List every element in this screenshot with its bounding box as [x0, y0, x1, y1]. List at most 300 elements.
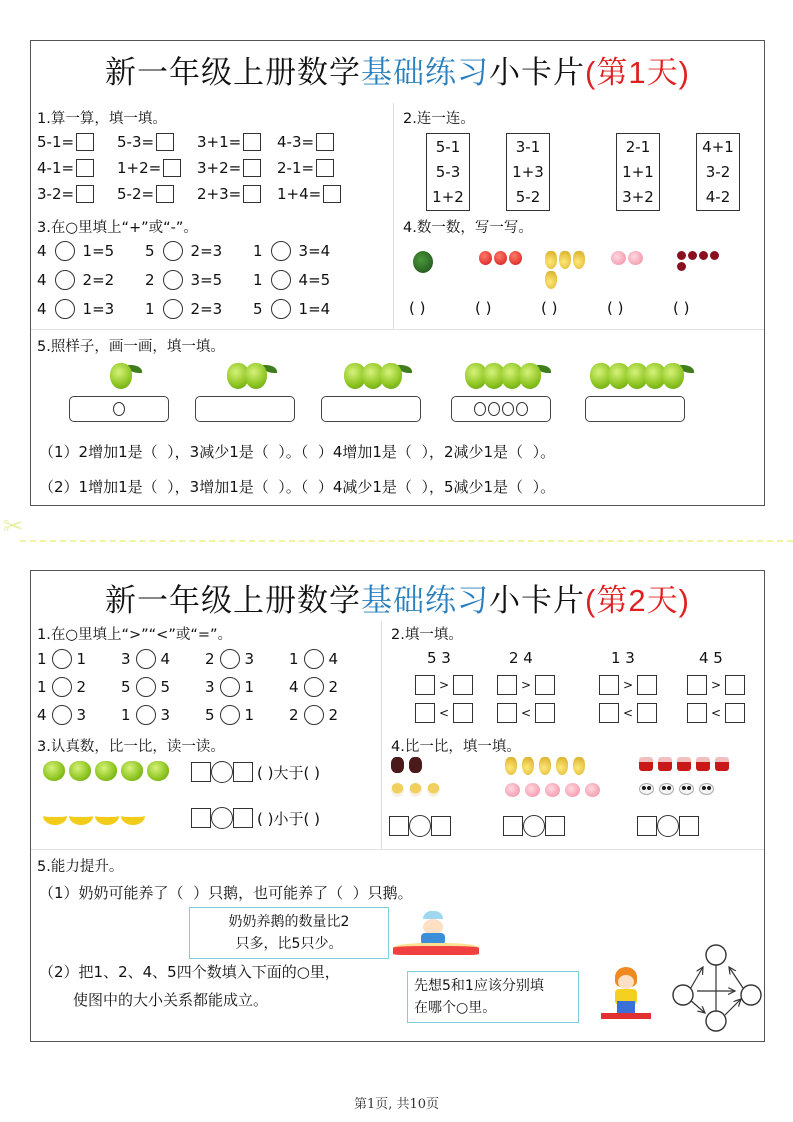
left-number: 1: [121, 706, 131, 724]
fill-box[interactable]: [233, 762, 253, 782]
cherry-icon: [688, 251, 697, 260]
compare-item: [205, 677, 254, 697]
equation: [37, 159, 94, 177]
count-blank[interactable]: ( ): [673, 299, 690, 317]
q5-heading: 5.照样子，画一画，填一填。: [37, 339, 225, 355]
operator-circle[interactable]: [55, 270, 75, 290]
chick-icon: [427, 783, 440, 797]
page-footer: 第1页, 共10页: [353, 1097, 440, 1112]
q2-heading: 2.连一连。: [403, 111, 475, 127]
compare-box-row: [687, 703, 745, 723]
fill-circle[interactable]: [409, 815, 431, 837]
drawn-circle: [502, 402, 514, 416]
fill-box[interactable]: [503, 816, 523, 836]
compare-item: [205, 705, 254, 725]
title-text-2: 小卡片: [489, 583, 586, 618]
diagram-circle-left[interactable]: [673, 985, 693, 1005]
equation-text: 2-1=: [277, 159, 315, 177]
peach-icon: [628, 251, 643, 265]
hint-bubble-2: [407, 971, 579, 1023]
operand: 1: [145, 300, 155, 318]
right-number: 5: [160, 678, 171, 696]
compare-fill: [637, 815, 699, 837]
compare-sign: >: [711, 678, 722, 692]
operator-equation: [145, 241, 222, 261]
panda-icon: [659, 783, 674, 795]
operator-equation: [145, 270, 222, 290]
green-apple-icon: [95, 761, 117, 781]
answer-box[interactable]: [156, 185, 174, 203]
compare-circle[interactable]: [136, 677, 156, 697]
compare-circle[interactable]: [220, 649, 240, 669]
compare-fill: [503, 815, 565, 837]
compare-circle[interactable]: [52, 705, 72, 725]
left-number: 4: [37, 706, 47, 724]
answer-box[interactable]: [243, 159, 261, 177]
fill-box[interactable]: [599, 675, 619, 695]
compare-box-row: [599, 675, 657, 695]
left-number: 1: [37, 678, 47, 696]
fill-box[interactable]: [725, 675, 745, 695]
q5-fill-line-1[interactable]: （1）2增加1是（ ），3减少1是（ ）。（ ）4增加1是（ ），2减少1是（ ）。: [39, 443, 556, 461]
fill-box[interactable]: [453, 703, 473, 723]
equation-text: 4-3=: [277, 133, 315, 151]
left-number: 1: [289, 650, 299, 668]
operand: 1: [253, 271, 263, 289]
right-number: 1: [244, 678, 255, 696]
drawing-box[interactable]: [69, 396, 169, 422]
pear-icon: [573, 757, 585, 775]
equation: [277, 133, 334, 151]
peach-icon: [505, 783, 520, 797]
fill-circle[interactable]: [523, 815, 545, 837]
compare-circle[interactable]: [136, 705, 156, 725]
operator-equation: [37, 241, 114, 261]
apple-row: [43, 761, 169, 781]
fruit-group-cherry: [677, 251, 727, 271]
fill-circle[interactable]: [211, 761, 233, 783]
q5-part2-line2: 使图中的大小关系都能成立。: [73, 991, 269, 1009]
left-number: 3: [205, 678, 215, 696]
count-blank[interactable]: ( ): [607, 299, 624, 317]
cherry-icon: [677, 262, 686, 271]
green-apple-icon: [43, 761, 65, 781]
fill-box[interactable]: [687, 675, 707, 695]
q5-part1[interactable]: （1）奶奶可能养了（ ）只鹅，也可能养了（ ）只鹅。: [39, 884, 413, 902]
operator-circle[interactable]: [163, 299, 183, 319]
match-item[interactable]: 2-1: [625, 137, 651, 156]
peach-icon: [611, 251, 626, 265]
match-item[interactable]: 4-2: [705, 188, 731, 207]
compare-item: [121, 677, 170, 697]
cherry-icon: [677, 251, 686, 260]
compare-circle[interactable]: [136, 649, 156, 669]
equation-text: 1+2=: [117, 159, 162, 177]
drawn-circle: [488, 402, 500, 416]
pear-icon: [559, 251, 571, 269]
equation-text: 3+2=: [197, 159, 242, 177]
operand: 4: [37, 300, 47, 318]
compare-box-row: [415, 675, 473, 695]
lantern-icon: [696, 757, 710, 771]
compare-item: [121, 705, 170, 725]
fill-box[interactable]: [389, 816, 409, 836]
count-blank[interactable]: ( ): [541, 299, 558, 317]
compare-sign: <: [439, 706, 450, 720]
fill-box[interactable]: [415, 703, 435, 723]
answer-box[interactable]: [76, 185, 94, 203]
match-item[interactable]: 3-2: [705, 162, 731, 181]
equation-text: 3-2=: [37, 185, 75, 203]
operand: 2: [145, 271, 155, 289]
fill-box[interactable]: [637, 816, 657, 836]
boy-reading-illustration: [393, 911, 479, 959]
pear-icon: [539, 757, 551, 775]
lantern-icon: [677, 757, 691, 771]
equation-rest: 1=3: [82, 300, 115, 318]
green-apple-icon: [110, 363, 132, 389]
panda-icon: [679, 783, 694, 795]
diagram-circle-bottom[interactable]: [706, 1011, 726, 1031]
equation: [197, 159, 261, 177]
operand: 4: [37, 271, 47, 289]
drawing-box[interactable]: [321, 396, 421, 422]
equation-text: 2+3=: [197, 185, 242, 203]
match-item[interactable]: 3+2: [622, 188, 654, 207]
fruit-group-pear: [545, 251, 595, 289]
left-number: 5: [121, 678, 131, 696]
match-item[interactable]: 4+1: [702, 137, 734, 156]
operator-equation: [37, 299, 114, 319]
green-apple-icon: [245, 363, 267, 389]
q5-fill-line-2[interactable]: （2）1增加1是（ ），3增加1是（ ）。（ ）4减少1是（ ），5减少1是（ ）。: [39, 478, 556, 496]
sentence-text[interactable]: ( )小于( ): [257, 809, 320, 828]
fruit-group-peach: [611, 251, 661, 265]
compare-circle[interactable]: [304, 677, 324, 697]
green-apple-icon: [121, 761, 143, 781]
left-number: 4: [289, 678, 299, 696]
fill-circle[interactable]: [211, 807, 233, 829]
number-pair: 2 4: [509, 649, 533, 667]
panda-icon: [699, 783, 714, 795]
hint-line: 先想5和1应该分别填: [414, 978, 544, 994]
equation: [117, 185, 174, 203]
equation-text: 5-1=: [37, 133, 75, 151]
fill-box[interactable]: [453, 675, 473, 695]
peach-icon: [525, 783, 540, 797]
match-item[interactable]: 3-1: [515, 137, 541, 156]
drawn-circle: [113, 402, 125, 416]
peach-icon: [545, 783, 560, 797]
equation-text: 5-2=: [117, 185, 155, 203]
green-apple-icon: [69, 761, 91, 781]
equation-rest: 4=5: [298, 271, 331, 289]
operator-circle[interactable]: [271, 270, 291, 290]
compare-sign: >: [521, 678, 532, 692]
cherry-icon: [710, 251, 719, 260]
banana-icon: [95, 807, 119, 825]
answer-box[interactable]: [163, 159, 181, 177]
operand: 1: [253, 242, 263, 260]
fill-box[interactable]: [687, 703, 707, 723]
match-item[interactable]: 5-1: [435, 137, 461, 156]
day2-title: [31, 575, 764, 620]
count-blank[interactable]: ( ): [409, 299, 426, 317]
compare-fill: [389, 815, 451, 837]
apple-group: [465, 363, 551, 389]
equation-rest: 3=4: [298, 242, 331, 260]
compare-item: [289, 705, 338, 725]
answer-box[interactable]: [316, 159, 334, 177]
drawn-circle: [474, 402, 486, 416]
lantern-icon: [639, 757, 653, 771]
compare-box-row: [415, 703, 473, 723]
operator-circle[interactable]: [55, 299, 75, 319]
right-number: 1: [244, 706, 255, 724]
pear-row: [505, 757, 585, 775]
left-number: 5: [205, 706, 215, 724]
compare-circle[interactable]: [220, 705, 240, 725]
fill-box[interactable]: [191, 762, 211, 782]
q1-heading: 1.算一算，填一填。: [37, 111, 167, 127]
answer-box[interactable]: [76, 133, 94, 151]
compare-sign: >: [623, 678, 634, 692]
right-number: 2: [328, 706, 339, 724]
count-blank[interactable]: ( ): [475, 299, 492, 317]
left-number: 2: [205, 650, 215, 668]
equation: [277, 185, 341, 203]
fill-box[interactable]: [431, 816, 451, 836]
answer-box[interactable]: [323, 185, 341, 203]
right-number: 2: [328, 678, 339, 696]
answer-box[interactable]: [243, 185, 261, 203]
title-highlight: 基础练习: [361, 583, 490, 618]
number-pair: 5 3: [427, 649, 451, 667]
lantern-row: [639, 757, 729, 771]
compare-item: [205, 649, 254, 669]
q4-heading: 4.数一数，写一写。: [403, 220, 533, 236]
day1-card: [30, 40, 765, 506]
fill-box[interactable]: [497, 703, 517, 723]
operator-equation: [145, 299, 222, 319]
compare-circle[interactable]: [52, 677, 72, 697]
divider: [393, 103, 394, 329]
chick-row: [391, 783, 440, 797]
apple-group: [110, 363, 142, 389]
fill-circle[interactable]: [657, 815, 679, 837]
pear-icon: [545, 271, 557, 289]
operator-circle[interactable]: [271, 241, 291, 261]
match-item[interactable]: 1+1: [622, 162, 654, 181]
operator-equation: [253, 270, 330, 290]
operator-equation: [37, 270, 114, 290]
diagram-circle-top[interactable]: [706, 945, 726, 965]
compare-circle[interactable]: [304, 705, 324, 725]
hint-line: 奶奶养鹅的数量比2: [228, 914, 350, 930]
operand: 4: [37, 242, 47, 260]
apple-icon: [509, 251, 522, 265]
fill-box[interactable]: [725, 703, 745, 723]
answer-box[interactable]: [243, 133, 261, 151]
fill-box[interactable]: [535, 703, 555, 723]
green-apple-icon: [519, 363, 541, 389]
equation-rest: 1=5: [82, 242, 115, 260]
compare-box-row: [497, 703, 555, 723]
hint-bubble-1: [189, 907, 389, 959]
divider: [31, 329, 764, 330]
equation: [117, 159, 181, 177]
scissors-icon: ✂: [3, 512, 24, 540]
drawing-box[interactable]: [585, 396, 685, 422]
fill-box[interactable]: [191, 808, 211, 828]
owl-row: [391, 757, 422, 773]
equation: [117, 133, 174, 151]
right-number: 4: [160, 650, 171, 668]
answer-box[interactable]: [76, 159, 94, 177]
sentence-text[interactable]: ( )大于( ): [257, 763, 320, 782]
banana-icon: [43, 807, 67, 825]
equation-rest: 2=3: [190, 242, 223, 260]
drawing-box[interactable]: [195, 396, 295, 422]
match-item[interactable]: 5-3: [435, 162, 461, 181]
compare-circle[interactable]: [304, 649, 324, 669]
operator-equation: [253, 299, 330, 319]
match-item[interactable]: 1+2: [432, 188, 464, 207]
match-column: [616, 133, 660, 211]
pear-icon: [573, 251, 585, 269]
peach-icon: [565, 783, 580, 797]
operator-circle[interactable]: [163, 241, 183, 261]
title-day: (第1天): [585, 55, 690, 90]
compare-sign: <: [521, 706, 532, 720]
panda-icon: [639, 783, 654, 795]
divider: [381, 621, 382, 849]
match-item[interactable]: 5-2: [515, 188, 541, 207]
apple-icon: [494, 251, 507, 265]
equation-text: 3+1=: [197, 133, 242, 151]
pear-icon: [556, 757, 568, 775]
q4-heading: 4.比一比，填一填。: [391, 739, 521, 755]
fill-box[interactable]: [233, 808, 253, 828]
number-relation-diagram: [671, 943, 763, 1033]
title-text-2: 小卡片: [489, 55, 586, 90]
equation-rest: 2=3: [190, 300, 223, 318]
q3-heading: 3.在○里填上“+”或“-”。: [37, 220, 198, 236]
compare-box-row: [687, 675, 745, 695]
compare-item: [289, 649, 338, 669]
fill-box[interactable]: [637, 703, 657, 723]
day2-card: [30, 570, 765, 1042]
fill-box[interactable]: [637, 675, 657, 695]
compare-box-row: [497, 675, 555, 695]
apple-group: [227, 363, 277, 389]
compare-sign: <: [623, 706, 634, 720]
q5-heading: 5.能力提升。: [37, 859, 124, 875]
compare-sign: >: [439, 678, 450, 692]
fruit-group-watermelon: [413, 251, 463, 273]
drawn-circle: [516, 402, 528, 416]
fill-box[interactable]: [535, 675, 555, 695]
pear-icon: [522, 757, 534, 775]
hint-line: 只多，比5只少。: [235, 936, 343, 952]
watermelon-icon: [413, 251, 433, 273]
left-number: 1: [37, 650, 47, 668]
equation: [277, 159, 334, 177]
fill-box[interactable]: [415, 675, 435, 695]
banana-icon: [69, 807, 93, 825]
owl-icon: [409, 757, 422, 773]
operator-circle[interactable]: [271, 299, 291, 319]
equation-rest: 2=2: [82, 271, 115, 289]
number-pair: 1 3: [611, 649, 635, 667]
operand: 5: [253, 300, 263, 318]
compare-box-row: [599, 703, 657, 723]
cut-line: [20, 540, 793, 542]
equation: [37, 133, 94, 151]
banana-icon: [121, 807, 145, 825]
title-text: 新一年级上册数学: [105, 583, 362, 618]
compare-item: [289, 677, 338, 697]
chick-icon: [409, 783, 422, 797]
operand: 5: [145, 242, 155, 260]
compare-item: [37, 705, 86, 725]
cherry-icon: [699, 251, 708, 260]
drawing-box[interactable]: [451, 396, 551, 422]
apple-icon: [479, 251, 492, 265]
left-number: 3: [121, 650, 131, 668]
girl-reading-illustration: [597, 967, 659, 1023]
match-column: [506, 133, 550, 211]
chick-icon: [391, 783, 404, 797]
right-number: 3: [244, 650, 255, 668]
q5-part2-line1: （2）把1、2、4、5四个数填入下面的○里，: [39, 963, 340, 981]
equation: [37, 185, 94, 203]
equation-text: 1+4=: [277, 185, 322, 203]
compare-circle[interactable]: [220, 677, 240, 697]
answer-box[interactable]: [156, 133, 174, 151]
diagram-circle-right[interactable]: [741, 985, 761, 1005]
right-number: 1: [76, 650, 87, 668]
compare-sentence: [191, 761, 320, 783]
fill-box[interactable]: [497, 675, 517, 695]
apple-group: [344, 363, 412, 389]
compare-item: [37, 649, 86, 669]
answer-box[interactable]: [316, 133, 334, 151]
match-item[interactable]: 1+3: [512, 162, 544, 181]
peach-row: [505, 783, 600, 797]
right-number: 3: [160, 706, 171, 724]
operator-circle[interactable]: [55, 241, 75, 261]
panda-row: [639, 783, 714, 795]
compare-sign: <: [711, 706, 722, 720]
equation-text: 4-1=: [37, 159, 75, 177]
day1-title: [31, 47, 764, 92]
lantern-icon: [715, 757, 729, 771]
title-text: 新一年级上册数学: [105, 55, 362, 90]
fill-box[interactable]: [545, 816, 565, 836]
fill-box[interactable]: [599, 703, 619, 723]
left-number: 2: [289, 706, 299, 724]
compare-sentence: [191, 807, 320, 829]
green-apple-icon: [662, 363, 684, 389]
equation-rest: 1=4: [298, 300, 331, 318]
compare-circle[interactable]: [52, 649, 72, 669]
operator-circle[interactable]: [163, 270, 183, 290]
equation-text: 5-3=: [117, 133, 155, 151]
pear-icon: [545, 251, 557, 269]
title-highlight: 基础练习: [361, 55, 490, 90]
fill-box[interactable]: [679, 816, 699, 836]
